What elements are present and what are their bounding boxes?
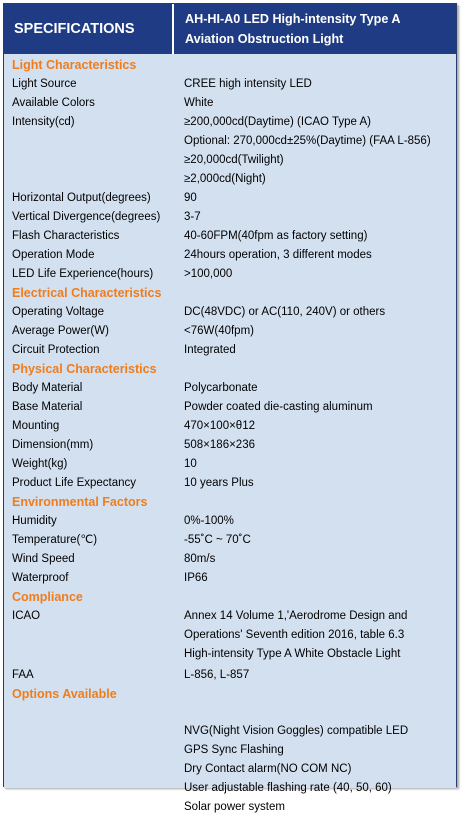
spec-sheet: [3, 3, 457, 813]
spec-value: [174, 512, 456, 531]
spacer: [4, 704, 456, 722]
specifications-title: SPECIFICATIONS: [4, 4, 174, 54]
spec-value: [174, 569, 456, 588]
spec-row: [4, 512, 456, 531]
spec-header: [4, 4, 456, 54]
section-title: Options Available: [12, 687, 117, 701]
spec-value: [174, 379, 456, 398]
spec-key: Operating Voltage: [12, 306, 105, 318]
spec-key: Temperature(℃): [12, 534, 98, 546]
spec-row: [4, 722, 456, 817]
section-title: Light Characteristics: [12, 58, 137, 72]
spec-value-line: CREE high intensity LED: [184, 78, 312, 90]
spec-row: [4, 113, 456, 189]
spec-key: Wind Speed: [12, 553, 75, 565]
spec-value: [174, 417, 456, 436]
spec-value-line: Polycarbonate: [184, 382, 258, 394]
spec-value: [174, 341, 456, 360]
spec-value-line: -55˚C ~ 70˚C: [184, 534, 251, 546]
spec-value-line: ≥20,000cd(Twilight): [184, 154, 284, 166]
section-title: Electrical Characteristics: [12, 286, 162, 300]
spec-value-line: 470×100×θ12: [184, 420, 255, 432]
spec-value-line: Dry Contact alarm(NO COM NC): [184, 763, 352, 775]
spec-value-line: 10: [184, 458, 197, 470]
spec-value-line: Powder coated die-casting aluminum: [184, 401, 373, 413]
product-title-line2: Aviation Obstruction Light: [185, 32, 344, 46]
spec-value-line: Operations' Seventh edition 2016, table 6.3: [184, 629, 405, 641]
spec-value-line: High-intensity Type A White Obstacle Light: [184, 648, 401, 660]
spec-value-line: 508×186×236: [184, 439, 255, 451]
spec-value-line: ≥200,000cd(Daytime) (ICAO Type A): [184, 116, 371, 128]
spec-value-line: 0%-100%: [184, 515, 234, 527]
spec-value: [174, 227, 456, 246]
spec-row: [4, 666, 456, 685]
spec-value: [174, 303, 456, 322]
spec-row: [4, 398, 456, 417]
spec-row: [4, 189, 456, 208]
spec-row: [4, 455, 456, 474]
spec-value: [174, 246, 456, 265]
spec-key: Dimension(mm): [12, 439, 94, 451]
spec-key: Base Material: [12, 401, 83, 413]
spec-row: [4, 436, 456, 455]
spec-value: [174, 607, 456, 664]
spec-value: [174, 531, 456, 550]
spec-value-line: GPS Sync Flashing: [184, 744, 284, 756]
spec-row: [4, 75, 456, 94]
spec-key: Body Material: [12, 382, 83, 394]
spec-value-line: White: [184, 97, 214, 109]
spec-key: [4, 722, 174, 817]
spec-row: [4, 303, 456, 322]
spec-key: Horizontal Output(degrees): [12, 192, 151, 204]
spec-row: [4, 341, 456, 360]
spec-value: [174, 265, 456, 284]
spec-row: [4, 227, 456, 246]
section-title: Compliance: [12, 590, 83, 604]
section-title: Physical Characteristics: [12, 362, 157, 376]
spec-value-line: 24hours operation, 3 different modes: [184, 249, 372, 261]
spec-value: [174, 113, 456, 189]
spec-value: [174, 436, 456, 455]
spec-value-line: 40-60FPM(40fpm as factory setting): [184, 230, 368, 242]
spec-value: [174, 322, 456, 341]
spec-value: [174, 666, 456, 685]
spec-key: Available Colors: [12, 97, 95, 109]
spec-key: LED Life Experience(hours): [12, 268, 154, 280]
spec-key: Humidity: [12, 515, 57, 527]
spec-row: [4, 265, 456, 284]
spec-value-line: ≥2,000cd(Night): [184, 173, 266, 185]
spec-value-line: Integrated: [184, 344, 236, 356]
spec-value-line: L-856, L-857: [184, 669, 250, 681]
spec-value: [174, 474, 456, 493]
spec-row: [4, 379, 456, 398]
spec-key: Light Source: [12, 78, 77, 90]
spec-value-line: DC(48VDC) or AC(110, 240V) or others: [184, 306, 386, 318]
spec-value: [174, 189, 456, 208]
spec-value-line: User adjustable flashing rate (40, 50, 60): [184, 782, 392, 794]
spec-value-line: Solar power system: [184, 801, 285, 813]
spec-key: Waterproof: [12, 572, 69, 584]
spec-value-line: 90: [184, 192, 197, 204]
spec-key: Flash Characteristics: [12, 230, 120, 242]
spec-value: [174, 208, 456, 227]
spec-row: [4, 474, 456, 493]
spec-row: [4, 208, 456, 227]
spec-value-line: Annex 14 Volume 1,'Aerodrome Design and: [184, 610, 408, 622]
spec-key: Weight(kg): [12, 458, 68, 470]
spec-value: [174, 398, 456, 417]
spec-value-line: 10 years Plus: [184, 477, 254, 489]
spec-value-line: >100,000: [184, 268, 233, 280]
spec-key: Operation Mode: [12, 249, 95, 261]
spec-key: Circuit Protection: [12, 344, 100, 356]
spec-row: [4, 246, 456, 265]
spec-row: [4, 550, 456, 569]
spec-value-line: 80m/s: [184, 553, 216, 565]
section-title: Environmental Factors: [12, 495, 148, 509]
spec-value: [174, 722, 456, 817]
spec-row: [4, 569, 456, 588]
product-title: [174, 4, 456, 54]
spec-value-line: IP66: [184, 572, 208, 584]
spec-key: Mounting: [12, 420, 60, 432]
spec-key: Vertical Divergence(degrees): [12, 211, 161, 223]
spec-value: [174, 94, 456, 113]
spec-key: Intensity(cd): [12, 116, 75, 128]
spec-value: [174, 550, 456, 569]
spec-value-line: Optional: 270,000cd±25%(Daytime) (FAA L-856): [184, 135, 431, 147]
spec-row: [4, 417, 456, 436]
spec-value-line: <76W(40fpm): [184, 325, 254, 337]
spec-value: [174, 455, 456, 474]
spec-key: Product Life Expectancy: [12, 477, 137, 489]
spec-row: [4, 94, 456, 113]
spec-key: Average Power(W): [12, 325, 109, 337]
product-title-line1: AH-HI-A0 LED High-intensity Type A: [185, 12, 401, 26]
spec-row: [4, 322, 456, 341]
spec-value: [174, 75, 456, 94]
spec-row: [4, 531, 456, 550]
spec-key: FAA: [12, 669, 34, 681]
spec-body: [4, 54, 456, 813]
spec-value-line: NVG(Night Vision Goggles) compatible LED: [184, 725, 409, 737]
spec-key: ICAO: [12, 610, 41, 622]
spec-value-line: 3-7: [184, 211, 201, 223]
spec-row: [4, 607, 456, 664]
